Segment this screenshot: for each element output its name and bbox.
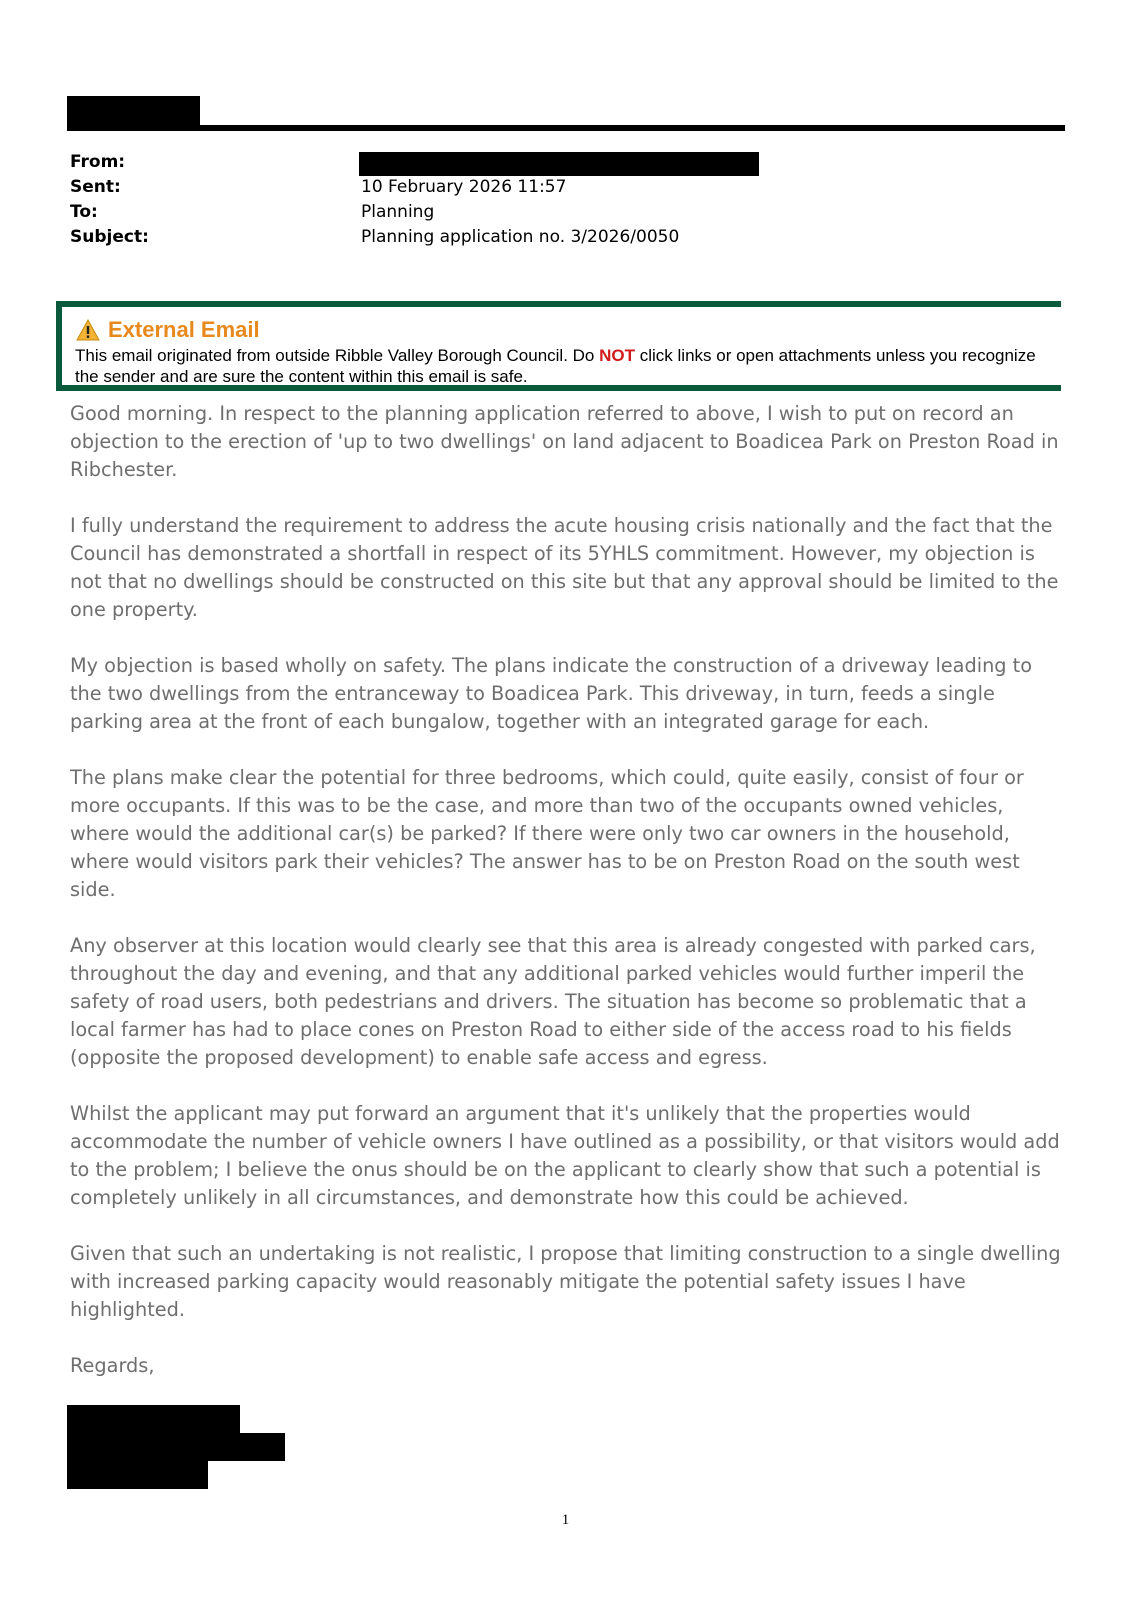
body-paragraph: Whilst the applicant may put forward an argument that it's unlikely that the properties would accommodate the number of vehicle owners I have outlined as a possibility, or that visitors would add to the problem; I believe the onus should be on the applicant to clearly show that such a potential is completely unlikely in all circumstances, and demonstrate how this could be achieved. <box>70 1102 1060 1209</box>
to-row <box>70 200 1050 225</box>
external-email-banner <box>56 301 1061 391</box>
body-paragraph: Given that such an undertaking is not realistic, I propose that limiting construction to a single dwelling with increased parking capacity would reasonably mitigate the potential safety issues I have highlighted. <box>70 1242 1061 1321</box>
email-body <box>70 400 1065 1408</box>
body-paragraph: I fully understand the requirement to address the acute housing crisis nationally and the fact that the Council has demonstrated a shortfall in respect of its 5YHLS commitment. However, my objection is not that no dwellings should be constructed on this site but that any approval should be limited to the one property. <box>70 514 1059 621</box>
banner-title-text: External Email <box>108 317 260 342</box>
banner-text-before: This email originated from outside Ribble Valley Borough Council. Do <box>75 346 600 365</box>
header-redaction <box>67 96 200 125</box>
closing: Regards, <box>70 1354 155 1377</box>
banner-text-emphasis: NOT <box>599 346 636 365</box>
sent-row <box>70 175 1050 200</box>
header-rule <box>67 125 1065 131</box>
signature-redaction <box>67 1433 285 1461</box>
signature-redaction <box>67 1405 240 1434</box>
email-metadata <box>70 150 1050 250</box>
banner-title <box>76 317 260 343</box>
subject-value: Planning application no. 3/2026/0050 <box>361 227 680 247</box>
banner-text <box>75 345 1060 387</box>
body-paragraph: Any observer at this location would clearly see that this area is already congested with parked cars, throughout the day and evening, and that any additional parked vehicles would further imperil the safety of road users, both pedestrians and drivers. The situation has become so problematic that a local farmer has had to place cones on Preston Road to either side of the access road to his fields (opposite the proposed development) to enable safe access and egress. <box>70 934 1036 1069</box>
warning-icon <box>76 319 100 341</box>
banner-text-after: click links or open attachments unless you recognize the sender and are sure the content within this email is safe. <box>75 346 1036 386</box>
sent-value: 10 February 2026 11:57 <box>361 177 567 197</box>
to-value: Planning <box>361 202 435 222</box>
from-label: From: <box>70 152 126 172</box>
subject-label: Subject: <box>70 227 149 247</box>
from-row <box>70 150 1050 175</box>
subject-row <box>70 225 1050 250</box>
sent-label: Sent: <box>70 177 121 197</box>
body-paragraph: The plans make clear the potential for three bedrooms, which could, quite easily, consist of four or more occupants. If this was to be the case, and more than two of the occupants owned vehicles, where would the additional car(s) be parked? If there were only two car owners in the household, where would visitors park their vehicles? The answer has to be on Preston Road on the south west side. <box>70 766 1024 901</box>
from-redaction <box>359 152 759 176</box>
to-label: To: <box>70 202 98 222</box>
signature-redaction <box>67 1460 208 1489</box>
body-paragraph: Good morning. In respect to the planning application referred to above, I wish to put on record an objection to the erection of 'up to two dwellings' on land adjacent to Boadicea Park on Preston Road in Ribchester. <box>70 402 1059 481</box>
body-paragraph: My objection is based wholly on safety. The plans indicate the construction of a driveway leading to the two dwellings from the entranceway to Boadicea Park. This driveway, in turn, feeds a single parking area at the front of each bungalow, together with an integrated garage for each. <box>70 654 1033 733</box>
page-number: 1 <box>561 1512 570 1528</box>
